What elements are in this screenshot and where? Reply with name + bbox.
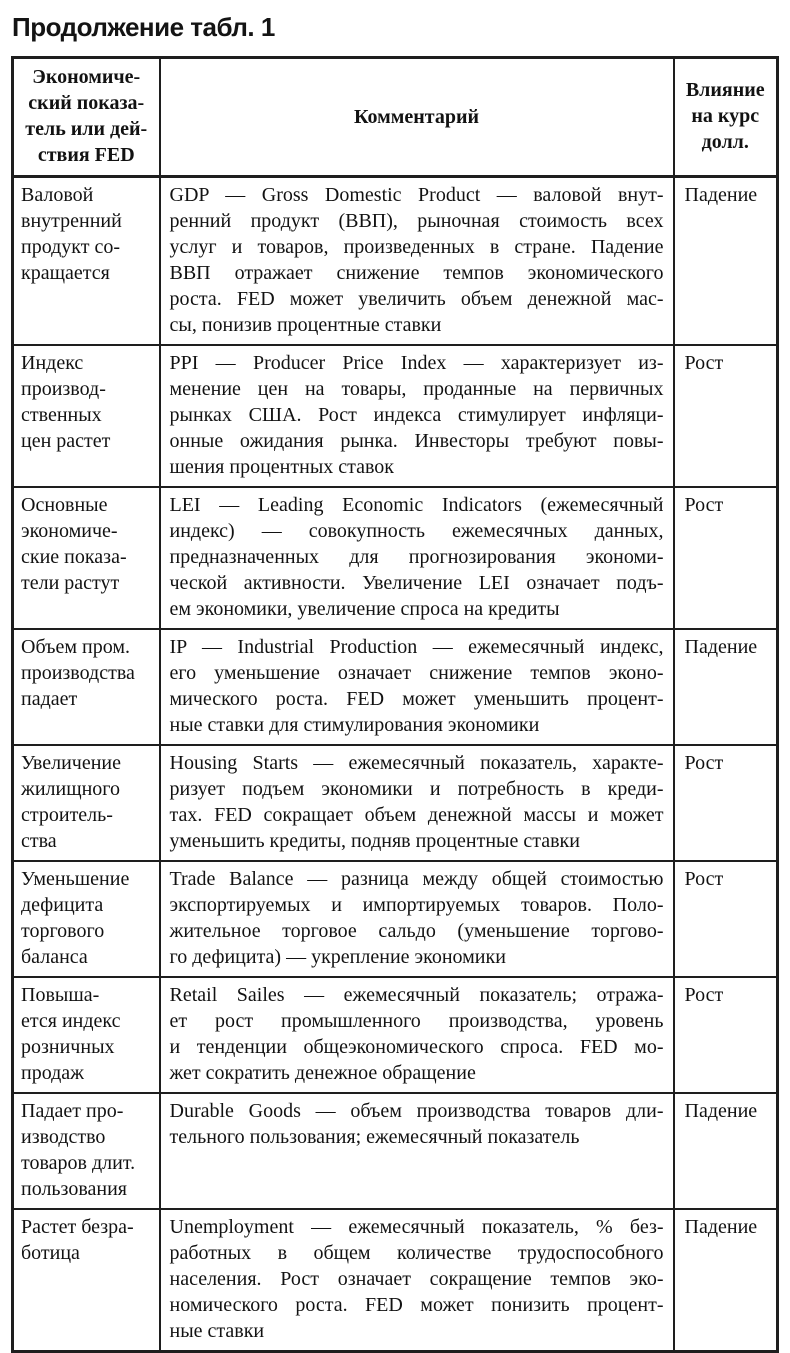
effect-cell: Падение [674,1209,778,1352]
table-row [13,177,778,346]
comment-cell: GDP — Gross Domestic Product — валовой внут- ренний продукт (ВВП), рыночная стоимость всех услуг и товаров, произведенных в стране. Падение ВВП отражает снижение темпов экономического роста. FED может увеличить объем денежной мас- сы, понизив процентные ставки [160,177,674,346]
comment-cell: Housing Starts — ежемесячный показатель, характе- ризует подъем экономики и потребность в креди- тах. FED сокращает объем денежной массы и может уменьшить кредиты, подняв процентные ставки [160,745,674,861]
table-row [13,977,778,1093]
effect-cell: Падение [674,177,778,346]
header-effect-column: Влияние на курс долл. [674,58,778,177]
fed-indicators-table [11,56,779,1353]
indicator-cell: Повыша- ется индекс розничных продаж [13,977,160,1093]
indicator-cell: Растет безра- ботица [13,1209,160,1352]
table-row [13,745,778,861]
indicator-cell: Основные экономиче- ские показа- тели растут [13,487,160,629]
table-row [13,487,778,629]
indicator-cell: Падает про- изводство товаров длит. пользования [13,1093,160,1209]
table-row [13,345,778,487]
indicator-cell: Валовой внутренний продукт со- кращается [13,177,160,346]
header-comment-column: Комментарий [160,58,674,177]
table-header-row [13,58,778,177]
effect-cell: Падение [674,1093,778,1209]
comment-cell: IP — Industrial Production — ежемесячный индекс, его уменьшение означает снижение темпов эконо- мического роста. FED может уменьшить процент- ные ставки для стимулирования экономики [160,629,674,745]
effect-cell: Рост [674,487,778,629]
comment-cell: PPI — Producer Price Index — характеризует из- менение цен на товары, проданные на первичных рынках США. Рост индекса стимулирует инфляци- онные ожидания рынка. Инвесторы требуют повы- шения процентных ставок [160,345,674,487]
table-row [13,1209,778,1352]
table-row [13,629,778,745]
comment-cell: LEI — Leading Economic Indicators (ежемесячный индекс) — совокупность ежемесячных данных, предназначенных для прогнозирования экономи- ческой активности. Увеличение LEI означает подъ- ем экономики, увеличение спроса на кредиты [160,487,674,629]
header-indicator-column: Экономиче- ский показа- тель или дей- ствия FED [13,58,160,177]
effect-cell: Рост [674,745,778,861]
effect-cell: Падение [674,629,778,745]
comment-cell: Durable Goods — объем производства товаров дли- тельного пользования; ежемесячный показатель [160,1093,674,1209]
table-row [13,1093,778,1209]
effect-cell: Рост [674,345,778,487]
indicator-cell: Уменьшение дефицита торгового баланса [13,861,160,977]
comment-cell: Trade Balance — разница между общей стоимостью экспортируемых и импортируемых товаров. Поло- жительное торговое сальдо (уменьшение торгово- го дефицита) — укрепление экономики [160,861,674,977]
page-title: Продолжение табл. 1 [12,12,275,42]
indicator-cell: Увеличение жилищного строитель- ства [13,745,160,861]
indicator-cell: Объем пром. производства падает [13,629,160,745]
effect-cell: Рост [674,977,778,1093]
table-row [13,861,778,977]
comment-cell: Unemployment — ежемесячный показатель, % без- работных в общем количестве трудоспособного населения. Рост означает сокращение темпов эко- номического роста. FED может понизить процент- ные ставки [160,1209,674,1352]
effect-cell: Рост [674,861,778,977]
indicator-cell: Индекс производ- ственных цен растет [13,345,160,487]
comment-cell: Retail Sailes — ежемесячный показатель; отража- ет рост промышленного производства, уровень и тенденции общеэкономического спроса. FED мо- жет сократить денежное обращение [160,977,674,1093]
